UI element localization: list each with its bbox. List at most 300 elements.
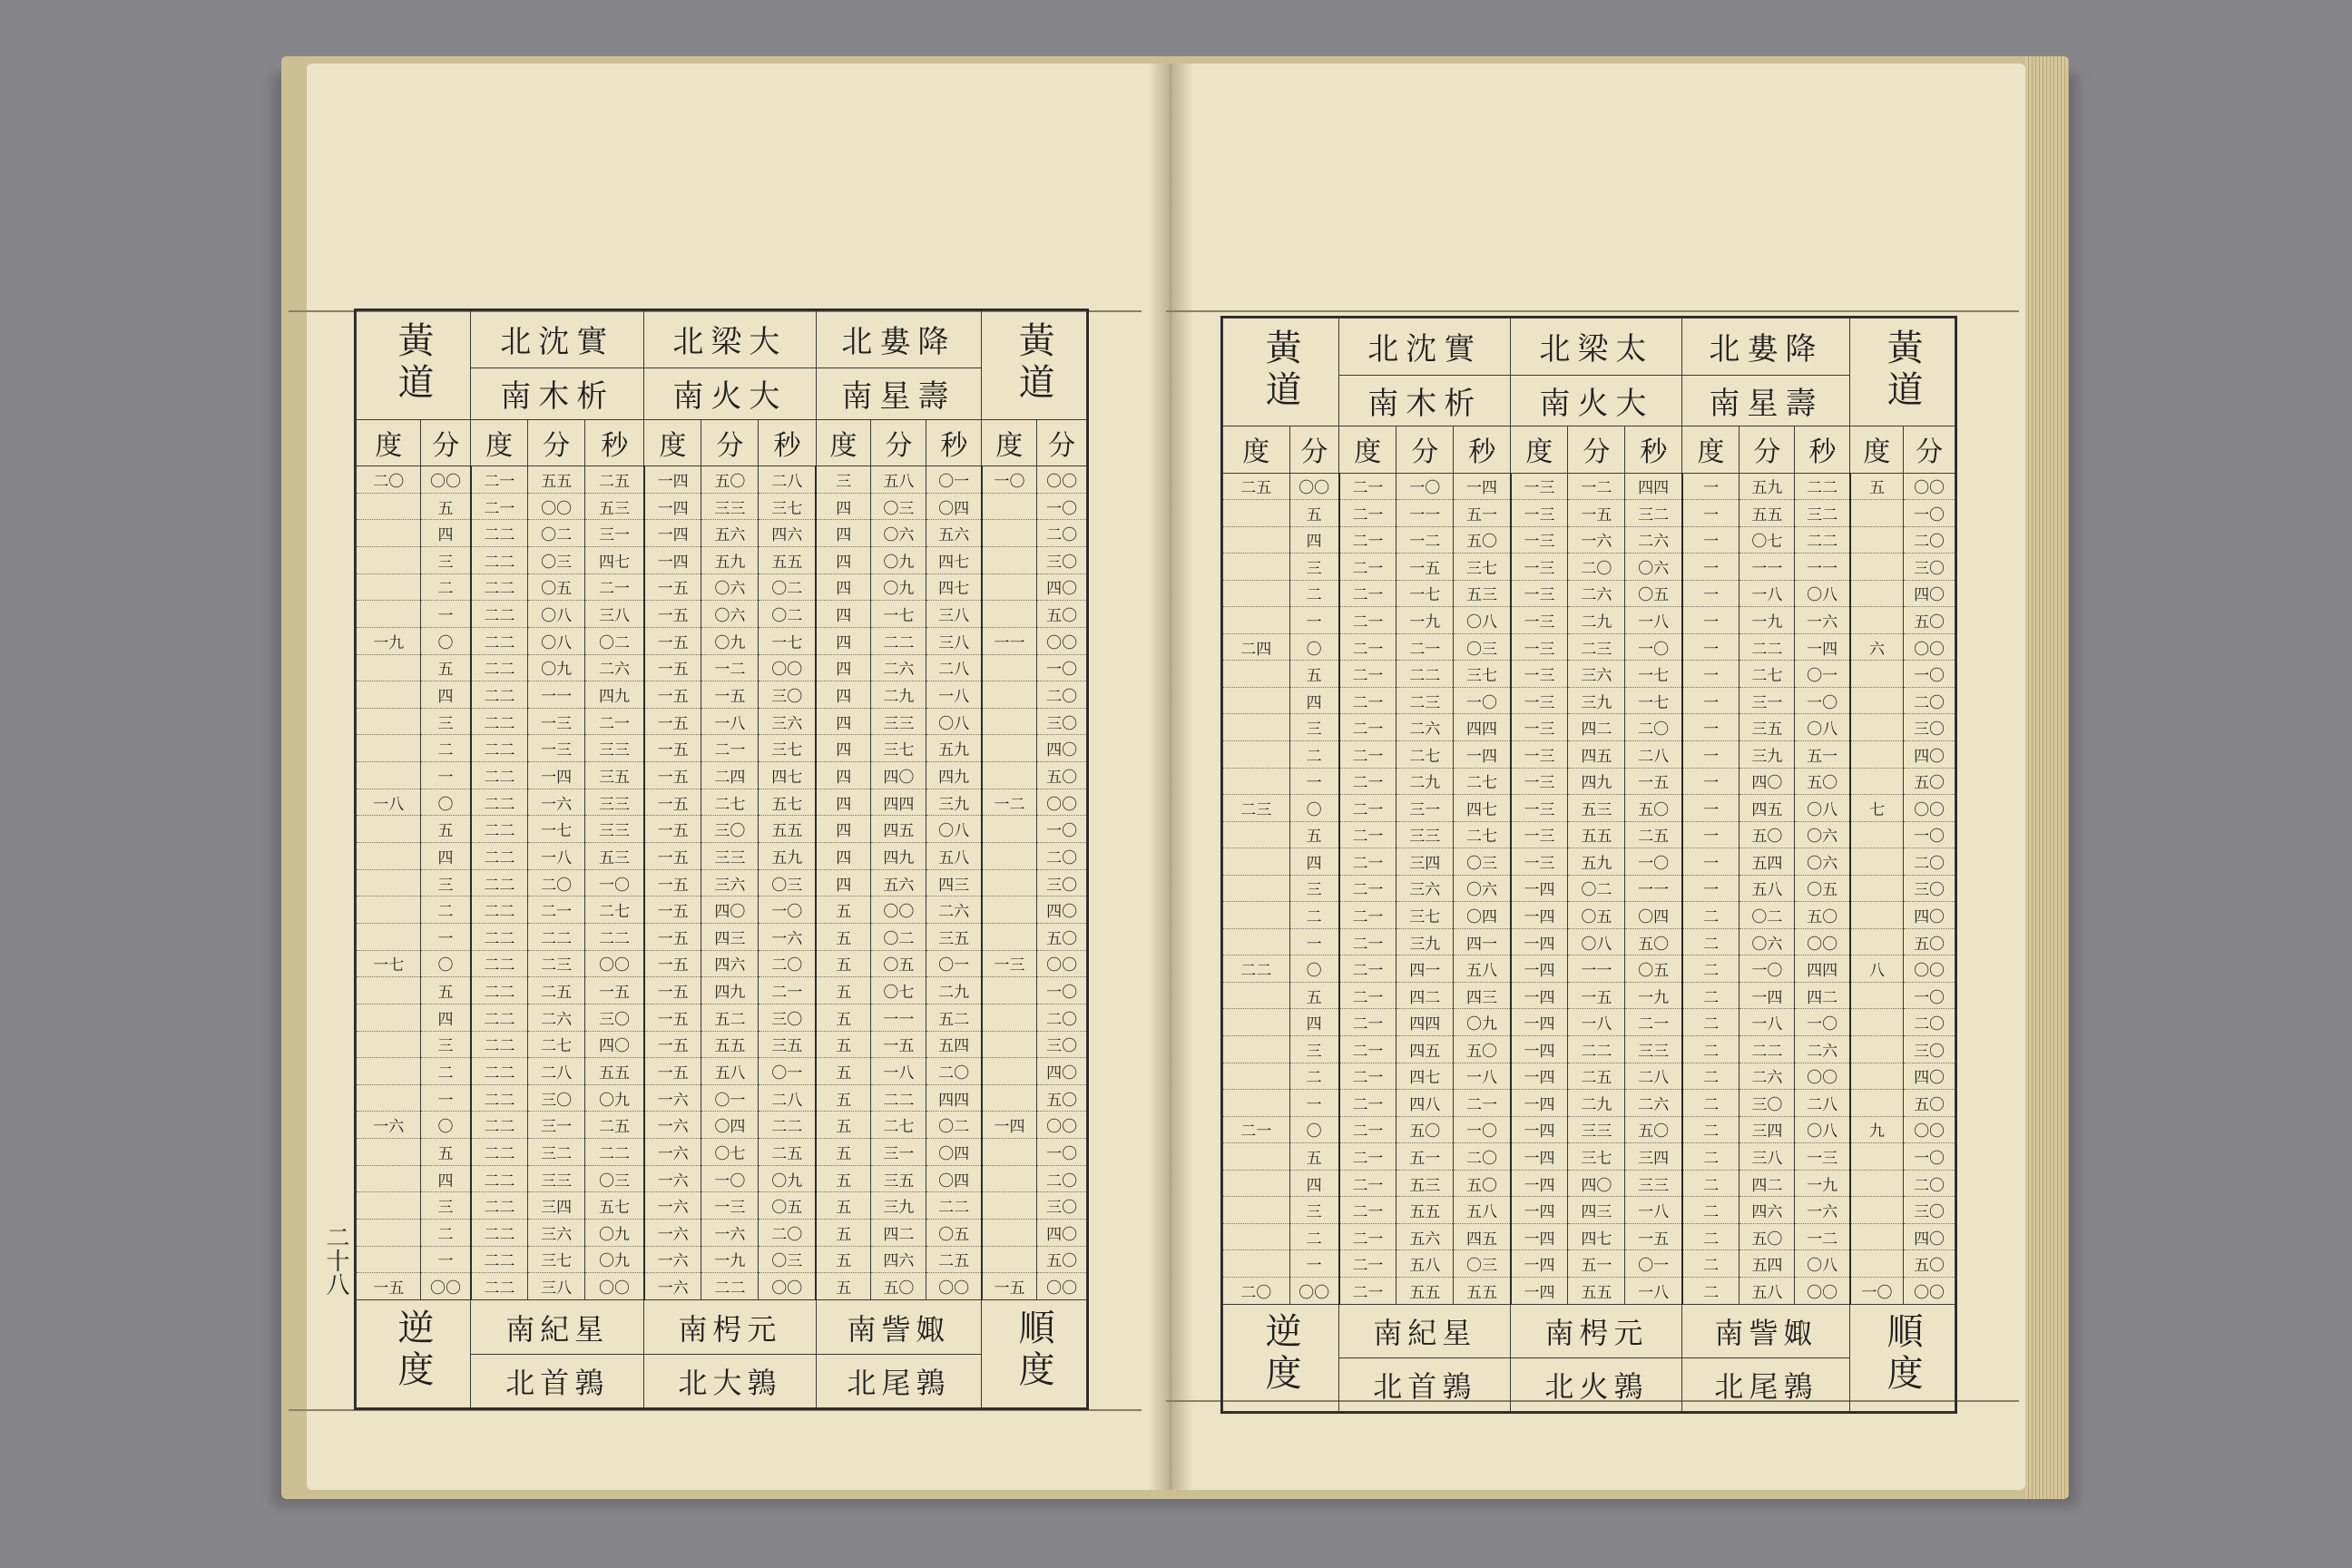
table-cell	[1850, 661, 1904, 688]
table-cell: 四六	[871, 1246, 926, 1273]
table-cell: 二	[421, 573, 471, 601]
table-cell	[357, 1058, 421, 1085]
table-cell: 一	[1289, 928, 1339, 956]
table-cell: 〇	[421, 950, 471, 977]
left-table	[354, 309, 1089, 1410]
table-cell: 一二	[701, 654, 759, 681]
table-cell: 一〇	[1795, 687, 1850, 714]
left-unit-header: 度	[644, 419, 701, 466]
table-cell: 一〇	[1850, 1277, 1904, 1304]
table-cell: 五	[1289, 821, 1339, 848]
table-cell: 二二	[871, 1084, 926, 1112]
table-cell: 四	[816, 843, 871, 870]
table-cell: 四五	[1740, 795, 1795, 822]
table-cell: 二〇	[1223, 1277, 1290, 1304]
table-cell: 四二	[871, 1220, 926, 1247]
right-ecliptic-header-right: 黃道	[1850, 318, 1955, 426]
table-cell: 一	[1682, 768, 1740, 795]
table-cell: 二一	[1339, 607, 1396, 634]
table-cell: 〇	[421, 1112, 471, 1139]
table-row	[1223, 554, 1955, 581]
table-row	[357, 1058, 1087, 1085]
table-cell	[1850, 875, 1904, 902]
right-unit-header: 度	[1223, 426, 1290, 473]
table-cell: 〇七	[701, 1139, 759, 1166]
table-cell: 一五	[644, 654, 701, 681]
table-cell: 三三	[528, 1165, 585, 1192]
table-cell	[357, 1031, 421, 1058]
table-cell: 五	[816, 977, 871, 1004]
table-cell: 三六	[1396, 875, 1454, 902]
table-cell: 二五	[585, 1112, 644, 1139]
table-cell: 七	[1850, 795, 1904, 822]
table-cell: 一〇	[1795, 1009, 1850, 1036]
table-cell: 〇五	[528, 573, 585, 601]
table-cell: 一四	[1511, 1143, 1568, 1171]
table-cell: 四六	[759, 520, 816, 547]
table-cell	[982, 869, 1037, 897]
table-cell	[1223, 1009, 1290, 1036]
table-cell: 四〇	[871, 762, 926, 789]
table-cell: 一三	[1511, 473, 1568, 500]
table-cell: 一四	[1511, 875, 1568, 902]
table-cell	[982, 923, 1037, 950]
table-cell: 一八	[1625, 607, 1682, 634]
table-cell	[982, 735, 1037, 762]
table-cell: 一七	[759, 627, 816, 654]
table-cell: 二六	[1568, 580, 1625, 607]
table-cell: 〇五	[926, 1220, 982, 1247]
table-cell: 一五	[644, 762, 701, 789]
table-cell: 三三	[1568, 1116, 1625, 1143]
table-row	[1223, 795, 1955, 822]
table-cell: 四七	[759, 762, 816, 789]
table-cell: 一〇	[1454, 1116, 1511, 1143]
table-cell: 一三	[528, 735, 585, 762]
table-cell: 二二	[471, 654, 528, 681]
table-cell: 二二	[528, 923, 585, 950]
table-cell: 二二	[471, 601, 528, 628]
table-cell: 五四	[1740, 1250, 1795, 1278]
table-cell: 〇八	[1795, 795, 1850, 822]
table-cell: 二二	[471, 762, 528, 789]
table-cell: 〇〇	[1037, 466, 1087, 494]
table-cell: 四一	[1454, 928, 1511, 956]
table-cell: 一五	[644, 1058, 701, 1085]
table-cell: 二一	[1339, 795, 1396, 822]
table-row	[357, 869, 1087, 897]
table-cell: 〇四	[1454, 902, 1511, 929]
table-cell: 〇二	[871, 923, 926, 950]
page-edges	[2025, 56, 2069, 1499]
table-cell: 二七	[528, 1031, 585, 1058]
table-cell: 三九	[1568, 687, 1625, 714]
table-cell: 一二	[1396, 526, 1454, 554]
table-cell: 〇五	[759, 1192, 816, 1220]
table-cell: 一一	[871, 1004, 926, 1031]
table-row	[1223, 1009, 1955, 1036]
table-cell: 二二	[1795, 526, 1850, 554]
table-cell: 四	[816, 681, 871, 709]
table-cell: 一九	[1740, 607, 1795, 634]
table-cell: 二一	[1339, 821, 1396, 848]
left-unit-header: 秒	[926, 419, 982, 466]
table-cell: 〇八	[528, 601, 585, 628]
table-cell: 〇八	[1568, 928, 1625, 956]
table-cell: 一七	[1625, 661, 1682, 688]
table-cell: 二二	[585, 923, 644, 950]
table-cell: 二四	[701, 762, 759, 789]
table-cell: 〇九	[1454, 1009, 1511, 1036]
table-cell: 三〇	[1904, 1036, 1955, 1063]
table-cell: 一九	[357, 627, 421, 654]
table-cell: 四三	[1568, 1197, 1625, 1224]
table-cell: 〇六	[1625, 554, 1682, 581]
table-cell: 五	[816, 1084, 871, 1112]
table-cell: 一六	[644, 1165, 701, 1192]
table-cell: 二七	[871, 1112, 926, 1139]
table-cell: 五七	[585, 1192, 644, 1220]
table-cell: 一三	[1511, 687, 1568, 714]
table-cell: 二一	[1339, 1250, 1396, 1278]
table-cell	[1850, 821, 1904, 848]
table-cell	[1223, 1250, 1290, 1278]
table-cell	[1223, 607, 1290, 634]
table-cell: 四〇	[1740, 768, 1795, 795]
table-cell: 〇二	[926, 1112, 982, 1139]
table-cell: 三六	[1568, 661, 1625, 688]
table-cell: 二一	[1339, 633, 1396, 661]
table-cell: 一八	[1454, 1063, 1511, 1090]
left-unit-header: 秒	[585, 419, 644, 466]
table-cell: 一五	[644, 735, 701, 762]
table-cell: 一五	[357, 1273, 421, 1300]
table-cell: 二八	[759, 466, 816, 494]
table-cell: 〇一	[926, 950, 982, 977]
table-cell: 二二	[471, 789, 528, 816]
table-cell: 三五	[926, 923, 982, 950]
table-cell: 五五	[1568, 821, 1625, 848]
table-cell: 三七	[1568, 1143, 1625, 1171]
table-cell: 三〇	[1037, 708, 1087, 735]
table-cell: 二五	[585, 466, 644, 494]
table-row	[357, 627, 1087, 654]
table-cell: 四三	[926, 869, 982, 897]
table-cell	[1223, 902, 1290, 929]
table-cell: 〇四	[926, 1139, 982, 1166]
table-cell: 二二	[471, 1004, 528, 1031]
table-cell: 五一	[1454, 500, 1511, 527]
table-cell: 一五	[644, 627, 701, 654]
table-cell: 三七	[759, 493, 816, 520]
table-row	[357, 816, 1087, 843]
table-cell: 三三	[701, 843, 759, 870]
table-cell: 二二	[471, 547, 528, 574]
table-cell: 〇四	[701, 1112, 759, 1139]
table-cell: 二二	[471, 897, 528, 924]
table-cell: 一八	[926, 681, 982, 709]
table-cell: 一九	[1625, 982, 1682, 1009]
table-cell: 四〇	[1904, 580, 1955, 607]
table-cell: 〇八	[1795, 1116, 1850, 1143]
table-cell: 二	[1289, 902, 1339, 929]
table-cell: 一六	[644, 1084, 701, 1112]
table-cell: 五八	[701, 1058, 759, 1085]
table-cell: 五四	[926, 1031, 982, 1058]
table-cell: 〇	[1289, 956, 1339, 983]
table-cell	[1850, 1197, 1904, 1224]
table-cell: 三〇	[1904, 554, 1955, 581]
table-cell: 五六	[926, 520, 982, 547]
table-cell: 二	[1682, 1197, 1740, 1224]
right-group-2-bottom: 南火大	[1511, 375, 1682, 426]
right-ecliptic-header: 黃道	[1223, 318, 1339, 426]
table-cell	[982, 708, 1037, 735]
table-cell: 二七	[585, 897, 644, 924]
table-cell: 一四	[1454, 473, 1511, 500]
table-cell: 一〇	[1396, 473, 1454, 500]
table-cell: 一四	[1511, 1277, 1568, 1304]
table-cell: 五五	[759, 547, 816, 574]
table-row	[1223, 848, 1955, 876]
table-cell: 三四	[1396, 848, 1454, 876]
table-cell: 一〇	[1037, 977, 1087, 1004]
table-cell: 〇〇	[1037, 950, 1087, 977]
table-cell: 五七	[759, 789, 816, 816]
table-cell: 二	[1682, 1009, 1740, 1036]
table-cell	[357, 573, 421, 601]
table-cell: 一三	[1795, 1143, 1850, 1171]
left-footer-2-bottom: 北大鶉	[644, 1354, 816, 1407]
table-cell: 〇五	[1625, 580, 1682, 607]
table-cell: 一四	[982, 1112, 1037, 1139]
table-cell: 三四	[528, 1192, 585, 1220]
table-cell	[357, 681, 421, 709]
table-cell: 〇九	[871, 573, 926, 601]
table-cell: 二二	[471, 1084, 528, 1112]
table-cell	[1223, 848, 1290, 876]
table-cell: 一	[1289, 607, 1339, 634]
table-row	[1223, 714, 1955, 741]
table-cell: 二一	[1339, 661, 1396, 688]
table-cell: 二一	[1396, 633, 1454, 661]
table-cell: 二一	[1339, 554, 1396, 581]
table-cell: 一六	[644, 1112, 701, 1139]
table-cell: 一四	[1511, 1036, 1568, 1063]
table-cell	[357, 1165, 421, 1192]
table-cell: 三	[421, 547, 471, 574]
table-row	[357, 466, 1087, 494]
right-unit-header: 度	[1682, 426, 1740, 473]
table-cell	[357, 923, 421, 950]
table-cell: 二〇	[1037, 520, 1087, 547]
table-cell: 二	[1289, 580, 1339, 607]
table-cell: 二一	[1339, 1197, 1396, 1224]
table-row	[1223, 580, 1955, 607]
table-cell: 一五	[644, 843, 701, 870]
table-row	[357, 654, 1087, 681]
table-cell: 三七	[1396, 902, 1454, 929]
table-cell	[982, 1084, 1037, 1112]
table-cell: 三〇	[759, 681, 816, 709]
table-cell: 二	[1682, 1036, 1740, 1063]
table-cell	[357, 1139, 421, 1166]
table-cell: 二七	[1454, 821, 1511, 848]
table-cell	[1223, 821, 1290, 848]
table-cell: 二一	[1339, 1116, 1396, 1143]
table-cell: 一	[1682, 554, 1740, 581]
table-row	[357, 1004, 1087, 1031]
table-cell: 一七	[1396, 580, 1454, 607]
table-cell: 二二	[759, 1112, 816, 1139]
table-cell: 三〇	[1740, 1090, 1795, 1117]
table-cell: 一三	[1511, 633, 1568, 661]
table-cell: 二二	[471, 1192, 528, 1220]
table-cell: 四	[421, 1165, 471, 1192]
table-row	[1223, 633, 1955, 661]
table-cell	[357, 977, 421, 1004]
table-cell: 一〇	[1037, 816, 1087, 843]
table-cell: 一	[1682, 580, 1740, 607]
table-cell: 三三	[585, 735, 644, 762]
table-row	[1223, 956, 1955, 983]
table-cell: 三一	[1396, 795, 1454, 822]
table-cell: 一九	[1795, 1170, 1850, 1197]
table-cell	[1223, 1090, 1290, 1117]
right-unit-header: 分	[1396, 426, 1454, 473]
table-cell: 五六	[1396, 1223, 1454, 1250]
table-cell: 〇八	[926, 708, 982, 735]
table-cell: 〇	[1289, 633, 1339, 661]
table-cell	[1223, 982, 1290, 1009]
table-cell	[982, 816, 1037, 843]
table-cell: 二〇	[1904, 1170, 1955, 1197]
table-cell: 三八	[926, 601, 982, 628]
table-cell	[1850, 1223, 1904, 1250]
table-cell: 一四	[1511, 1009, 1568, 1036]
table-cell: 五三	[1454, 580, 1511, 607]
table-cell: 〇九	[585, 1220, 644, 1247]
table-cell: 二二	[871, 627, 926, 654]
table-cell: 二〇	[528, 869, 585, 897]
table-cell: 四	[816, 627, 871, 654]
table-cell: 四	[816, 654, 871, 681]
table-row	[1223, 821, 1955, 848]
table-cell: 二二	[471, 1220, 528, 1247]
table-cell: 四四	[1396, 1009, 1454, 1036]
left-ecliptic-header: 黃道	[357, 311, 471, 420]
table-cell: 一三	[528, 708, 585, 735]
table-cell: 三九	[926, 789, 982, 816]
table-cell: 五	[1289, 661, 1339, 688]
table-cell	[982, 1031, 1037, 1058]
table-cell: 〇一	[1625, 1250, 1682, 1278]
fold-line-right	[1166, 310, 2019, 312]
table-cell: 〇八	[1795, 714, 1850, 741]
table-cell: 一〇	[1037, 654, 1087, 681]
table-cell	[982, 1192, 1037, 1220]
table-cell: 五二	[926, 1004, 982, 1031]
table-cell: 一四	[1454, 740, 1511, 768]
table-cell	[1850, 1170, 1904, 1197]
table-row	[1223, 1063, 1955, 1090]
table-row	[357, 977, 1087, 1004]
table-cell: 四〇	[1904, 1223, 1955, 1250]
table-cell: 一四	[1511, 902, 1568, 929]
table-cell: 四六	[1740, 1197, 1795, 1224]
table-cell: 一三	[1511, 607, 1568, 634]
table-cell: 二六	[1625, 1090, 1682, 1117]
table-cell: 五〇	[1795, 768, 1850, 795]
table-cell: 一〇	[1625, 848, 1682, 876]
table-cell: 一六	[644, 1192, 701, 1220]
table-cell: 二	[1682, 982, 1740, 1009]
table-cell: 三七	[759, 735, 816, 762]
table-row	[1223, 607, 1955, 634]
table-cell: 二〇	[759, 1220, 816, 1247]
table-cell: 四	[1289, 526, 1339, 554]
table-cell: 〇五	[1625, 956, 1682, 983]
table-cell: 一四	[644, 466, 701, 494]
table-cell: 三六	[701, 869, 759, 897]
table-cell: 二〇	[1037, 843, 1087, 870]
table-cell: 三〇	[1904, 714, 1955, 741]
table-cell: 四	[816, 789, 871, 816]
table-cell: 〇八	[1454, 607, 1511, 634]
table-cell: 四五	[1396, 1036, 1454, 1063]
table-cell	[1223, 768, 1290, 795]
table-cell: 三	[1289, 714, 1339, 741]
table-cell: 三三	[701, 493, 759, 520]
right-unit-header: 分	[1568, 426, 1625, 473]
table-row	[1223, 740, 1955, 768]
table-cell: 四七	[926, 573, 982, 601]
table-cell	[982, 493, 1037, 520]
table-cell: 〇六	[1454, 875, 1511, 902]
left-group-2-top: 北梁大	[644, 311, 816, 368]
table-cell: 二〇	[759, 950, 816, 977]
table-row	[357, 573, 1087, 601]
table-cell: 三〇	[1037, 1192, 1087, 1220]
table-cell: 五〇	[1037, 762, 1087, 789]
table-cell: 五五	[528, 466, 585, 494]
table-cell: 〇一	[701, 1084, 759, 1112]
table-cell: 五八	[871, 466, 926, 494]
right-unit-header: 度	[1339, 426, 1396, 473]
table-cell: 五〇	[1625, 795, 1682, 822]
table-cell: 三〇	[585, 1004, 644, 1031]
table-cell	[357, 897, 421, 924]
table-row	[357, 1220, 1087, 1247]
table-cell: 三三	[1396, 821, 1454, 848]
table-cell: 二二	[1568, 1036, 1625, 1063]
table-cell	[1223, 661, 1290, 688]
table-cell: 〇九	[585, 1246, 644, 1273]
table-cell: 二一	[759, 977, 816, 1004]
table-cell	[357, 816, 421, 843]
table-cell: 五一	[1795, 740, 1850, 768]
table-row	[1223, 500, 1955, 527]
table-cell: 一	[1682, 633, 1740, 661]
table-cell	[1223, 687, 1290, 714]
table-cell: 四	[816, 520, 871, 547]
table-row	[1223, 1250, 1955, 1278]
table-cell: 二六	[1625, 526, 1682, 554]
table-cell: 五三	[1568, 795, 1625, 822]
table-cell	[357, 869, 421, 897]
table-cell: 一五	[644, 950, 701, 977]
table-cell: 二〇	[1454, 1143, 1511, 1171]
